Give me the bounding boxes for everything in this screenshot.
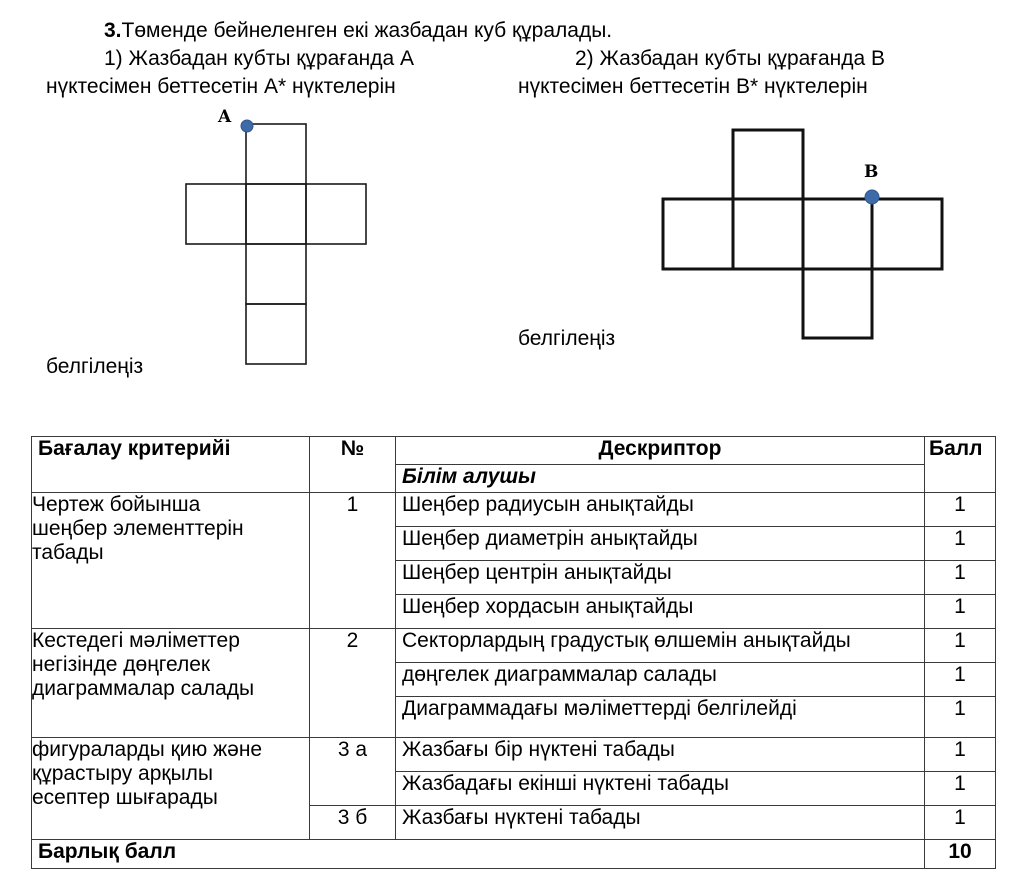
descriptor-cell: Жазбағы нүктені табады xyxy=(396,806,925,840)
descriptor-cell: Жазбағы бір нүктені табады xyxy=(396,738,925,772)
net-a-face-lower xyxy=(246,244,306,304)
net-a-face-right xyxy=(306,184,366,244)
net-b-face-3 xyxy=(803,199,872,269)
net-a-face-left xyxy=(186,184,246,244)
score-cell: 1 xyxy=(925,629,996,663)
task-number: 3. xyxy=(104,19,122,42)
descriptor-cell: Жазбадағы екінші нүктені табады xyxy=(396,772,925,806)
point-b-marker xyxy=(865,190,879,204)
part2-line2: нүктесімен беттесетін В* нүктелерін xyxy=(518,75,868,98)
score-cell: 1 xyxy=(925,663,996,697)
number-cell: 3 а xyxy=(310,738,396,806)
rubric-table xyxy=(31,436,996,869)
point-a-label: A xyxy=(218,107,232,127)
criterion-cell: Чертеж бойынша шеңбер элементтерін табады xyxy=(32,493,310,629)
score-cell: 1 xyxy=(925,561,996,595)
table-row xyxy=(32,629,996,663)
score-cell: 1 xyxy=(925,806,996,840)
descriptor-cell: Шеңбер хордасын анықтайды xyxy=(396,595,925,629)
net-a-face-center xyxy=(246,184,306,244)
score-cell: 1 xyxy=(925,697,996,738)
criterion-cell: фигураларды қию және құрастыру арқылы есептер шығарады xyxy=(32,738,310,840)
net-b-face-bottom xyxy=(803,269,872,338)
criterion-cell: Кестедегі мәліметтер негізінде дөңгелек диаграммалар салады xyxy=(32,629,310,738)
header-score: Балл xyxy=(925,437,996,493)
table-row xyxy=(32,493,996,527)
header-descriptor: Дескриптор xyxy=(396,437,925,465)
point-a-marker xyxy=(241,120,253,132)
net-a-face-bottom xyxy=(246,304,306,364)
score-cell: 1 xyxy=(925,772,996,806)
score-cell: 1 xyxy=(925,493,996,527)
table-row xyxy=(32,738,996,772)
part1-line2: нүктесімен беттесетін А* нүктелерін xyxy=(46,75,396,98)
score-cell: 1 xyxy=(925,595,996,629)
descriptor-cell: Диаграммадағы мәліметтерді белгілейді xyxy=(396,697,925,738)
total-row xyxy=(32,840,996,869)
part1-line1: 1) Жазбадан кубты құрағанда А xyxy=(104,47,415,70)
total-score: 10 xyxy=(925,840,996,869)
descriptor-cell: дөңгелек диаграммалар салады xyxy=(396,663,925,697)
score-cell: 1 xyxy=(925,738,996,772)
part2-line1: 2) Жазбадан кубты құрағанда В xyxy=(575,47,886,70)
net-a xyxy=(186,124,366,364)
net-b-face-1 xyxy=(663,199,733,269)
task-intro-text: Төменде бейнеленген екі жазбадан куб құралады. xyxy=(121,19,613,42)
descriptor-cell: Шеңбер центрін анықтайды xyxy=(396,561,925,595)
header-row xyxy=(32,437,996,465)
part1-line3: белгілеңіз xyxy=(46,355,144,378)
net-b xyxy=(663,130,942,338)
score-cell: 1 xyxy=(925,527,996,561)
number-cell: 1 xyxy=(310,493,396,629)
part2-line3: белгілеңіз xyxy=(518,327,616,350)
header-descriptor-sub: Білім алушы xyxy=(396,465,925,493)
header-criterion: Бағалау критерийі xyxy=(32,437,310,493)
number-cell: 3 б xyxy=(310,806,396,840)
point-b-label: B xyxy=(864,162,879,182)
descriptor-cell: Шеңбер диаметрін анықтайды xyxy=(396,527,925,561)
net-b-face-2 xyxy=(733,199,803,269)
number-cell: 2 xyxy=(310,629,396,738)
header-number: № xyxy=(310,437,396,493)
cube-nets xyxy=(0,0,1033,430)
net-a-face-top xyxy=(246,124,306,184)
net-b-face-top xyxy=(733,130,803,199)
net-b-face-4 xyxy=(872,199,942,269)
descriptor-cell: Шеңбер радиусын анықтайды xyxy=(396,493,925,527)
total-label: Барлық балл xyxy=(32,840,925,869)
descriptor-cell: Секторлардың градустық өлшемін анықтайды xyxy=(396,629,925,663)
